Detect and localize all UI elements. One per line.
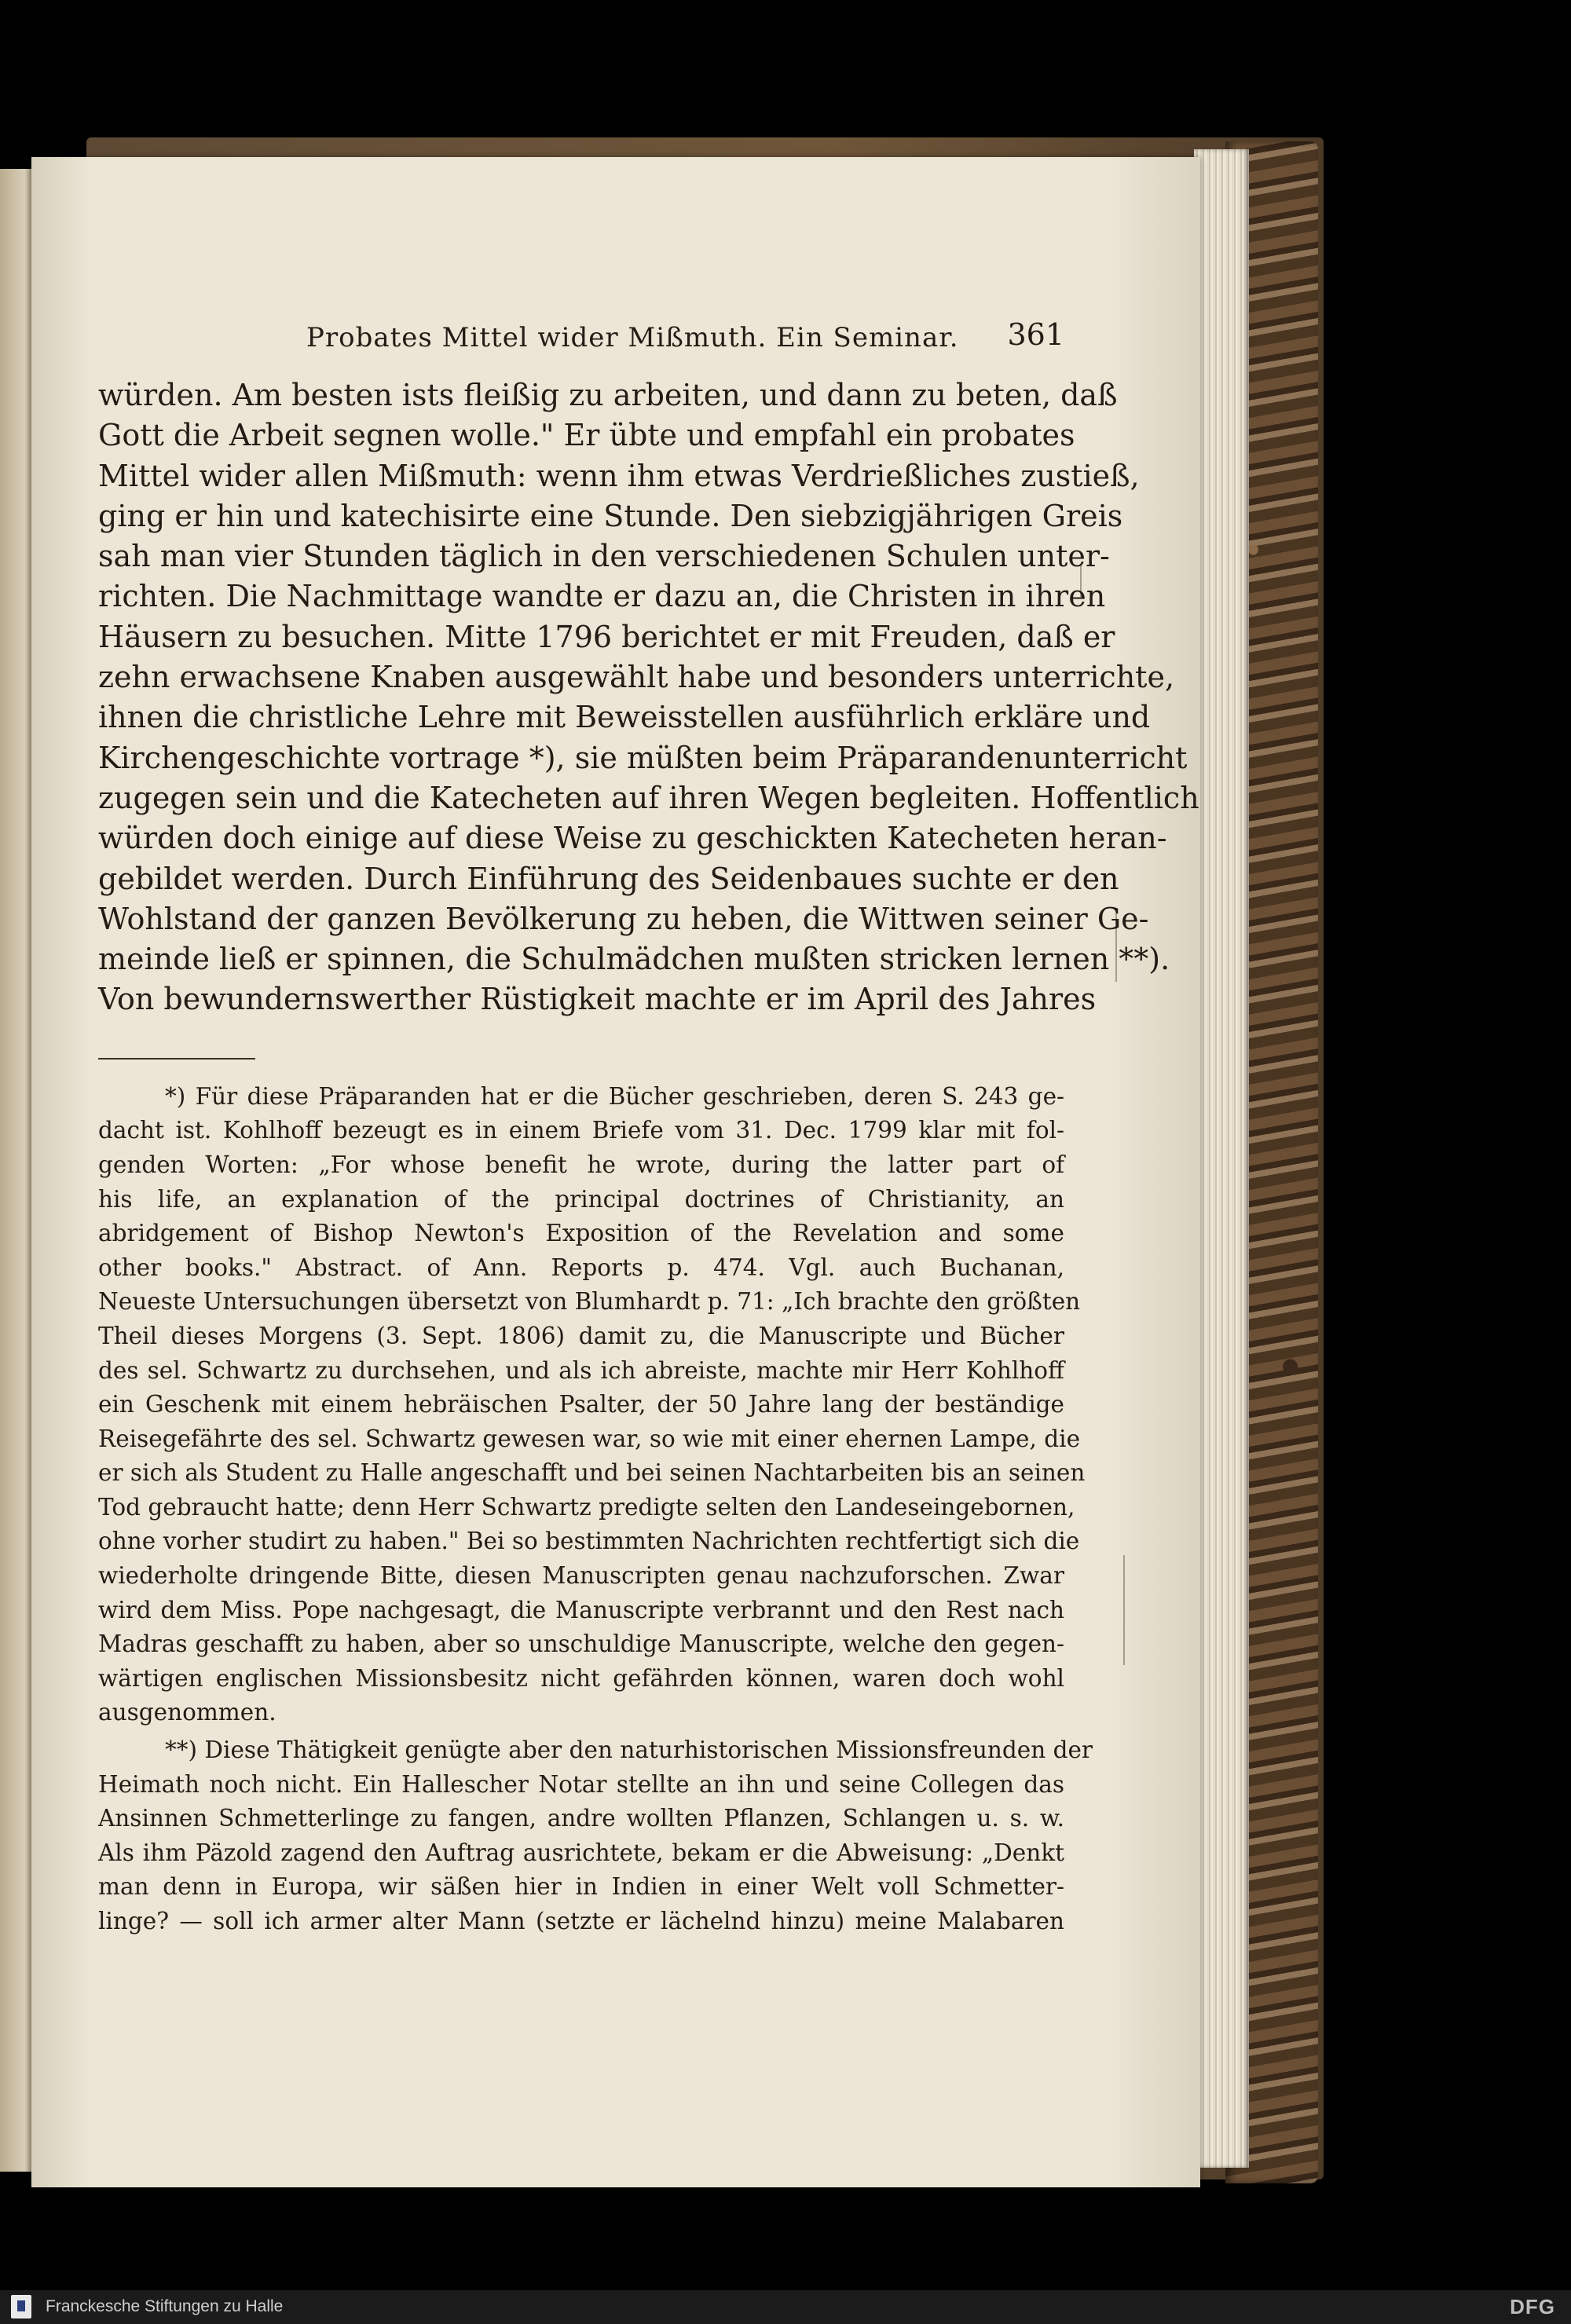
footnote-1-line: other books." Abstract. of Ann. Reports p. 474. Vgl. auch Buchanan, — [98, 1253, 1064, 1281]
body-line: Gott die Arbeit segnen wolle." Er übte und empfahl ein probates — [98, 418, 1075, 453]
viewer-footer — [0, 2290, 1571, 2324]
page-content — [98, 314, 1199, 1939]
institution-logo-icon[interactable] — [11, 2295, 31, 2319]
footnote-1-line: wiederholte dringende Bitte, diesen Manuscripten genau nachzuforschen. Zwar — [98, 1562, 1064, 1590]
body-line: würden doch einige auf diese Weise zu geschickten Katecheten heran- — [98, 821, 1167, 856]
footnote-1-line: dacht ist. Kohlhoff bezeugt es in einem Briefe vom 31. Dec. 1799 klar mit fol- — [98, 1117, 1064, 1144]
body-text — [98, 375, 1199, 1020]
body-line: sah man vier Stunden täglich in den verschiedenen Schulen unter- — [98, 539, 1110, 574]
body-line: richten. Die Nachmittage wandte er dazu an, die Christen in ihren — [98, 579, 1106, 614]
page-number: 361 — [1007, 317, 1064, 352]
body-line: Häusern zu besuchen. Mitte 1796 berichtet er mit Freuden, daß er — [98, 619, 1115, 654]
body-line: Wohlstand der ganzen Bevölkerung zu heben, die Wittwen seiner Ge- — [98, 901, 1149, 936]
footnote-1-line: Madras geschafft zu haben, aber so unschuldige Manuscripte, welche den gegen- — [98, 1630, 1064, 1658]
footnote-2-line: man denn in Europa, wir säßen hier in Indien in einer Welt voll Schmetter- — [98, 1873, 1064, 1901]
dfg-logo[interactable]: DFG — [1510, 2295, 1555, 2319]
footnote-1-line: abridgement of Bishop Newton's Exposition of the Revelation and some — [98, 1220, 1064, 1247]
page-edges — [1194, 149, 1249, 2168]
footnote-1-line: ohne vorher studirt zu haben." Bei so bestimmten Nachrichten rechtfertigt sich die — [98, 1528, 1080, 1555]
footnote-1-line: wärtigen englischen Missionsbesitz nicht gefährden können, waren doch wohl — [98, 1664, 1064, 1692]
body-line: ging er hin und katechisirte eine Stunde. Den siebzigjährigen Greis — [98, 498, 1123, 533]
footnotes — [98, 1080, 1093, 1939]
body-line: Mittel wider allen Mißmuth: wenn ihm etwas Verdrießliches zustieß, — [98, 458, 1140, 493]
body-line: zugegen sein und die Katecheten auf ihren Wegen begleiten. Hoffentlich — [98, 780, 1199, 815]
footnote-1-line: genden Worten: „For whose benefit he wrote, during the latter part of — [98, 1151, 1064, 1178]
footnote-2-line: Ansinnen Schmetterlinge zu fangen, andre wollten Pflanzen, Schlangen u. s. w. — [98, 1805, 1064, 1832]
footnote-2-line: **) Diese Thätigkeit genügte aber den naturhistorischen Missionsfreunden der — [165, 1737, 1093, 1764]
pencil-mark — [1123, 1555, 1125, 1665]
body-line: würden. Am besten ists fleißig zu arbeiten, und dann zu beten, daß — [98, 378, 1118, 412]
book-page — [31, 157, 1200, 2187]
running-head — [98, 314, 1064, 361]
footnote-2-line: Als ihm Päzold zagend den Auftrag ausrichtete, bekam er die Abweisung: „Denkt — [98, 1839, 1064, 1866]
footnote-1-line: er sich als Student zu Halle angeschafft und bei seinen Nachtarbeiten bis an seinen — [98, 1459, 1086, 1487]
footnote-1-line: Tod gebraucht hatte; denn Herr Schwartz predigte selten den Landeseingebornen, — [98, 1493, 1075, 1521]
footnote-1-line: ausgenommen. — [98, 1699, 276, 1726]
body-line: Kirchengeschichte vortrage *), sie müßten beim Präparandenunterricht — [98, 740, 1188, 775]
footnote-1-line: ein Geschenk mit einem hebräischen Psalter, der 50 Jahre lang der beständige — [98, 1391, 1064, 1418]
left-page-edge — [0, 169, 35, 2172]
footnote-2-line: linge? — soll ich armer alter Mann (setzte er lächelnd hinzu) meine Malabaren — [98, 1908, 1064, 1934]
footnote-rule — [98, 1058, 255, 1060]
body-line: gebildet werden. Durch Einführung des Seidenbaues suchte er den — [98, 861, 1119, 896]
footnote-1-line: des sel. Schwartz zu durchsehen, und als ich abreiste, machte mir Herr Kohlhoff — [98, 1356, 1064, 1384]
body-line: meinde ließ er spinnen, die Schulmädchen mußten stricken lernen **). — [98, 942, 1170, 977]
footnote-1-line: his life, an explanation of the principal doctrines of Christianity, an — [98, 1185, 1064, 1213]
institution-name[interactable]: Franckesche Stiftungen zu Halle — [46, 2297, 284, 2315]
footnote-1-line: Theil dieses Morgens (3. Sept. 1806) damit zu, die Manuscripte und Bücher — [98, 1322, 1064, 1349]
footnote-1-line: Reisegefährte des sel. Schwartz gewesen war, so wie mit einer ehernen Lampe, die — [98, 1425, 1081, 1452]
footnote-1-line: *) Für diese Präparanden hat er die Bücher geschrieben, deren S. 243 ge- — [165, 1082, 1064, 1110]
body-line: Von bewundernswerther Rüstigkeit machte er im April des Jahres — [98, 982, 1097, 1017]
footnote-1-line: wird dem Miss. Pope nachgesagt, die Manuscripte verbrannt und den Rest nach — [98, 1596, 1064, 1623]
footnote-1-line: Neueste Untersuchungen übersetzt von Blumhardt p. 71: „Ich brachte den größten — [98, 1288, 1081, 1316]
body-line: zehn erwachsene Knaben ausgewählt habe und besonders unterrichte, — [98, 660, 1175, 695]
footnote-2-line: Heimath noch nicht. Ein Hallescher Notar stellte an ihn und seine Collegen das — [98, 1770, 1064, 1798]
running-head-title: Probates Mittel wider Mißmuth. Ein Seminar. — [306, 322, 959, 353]
body-line: ihnen die christliche Lehre mit Beweisstellen ausführlich erkläre und — [98, 700, 1151, 735]
